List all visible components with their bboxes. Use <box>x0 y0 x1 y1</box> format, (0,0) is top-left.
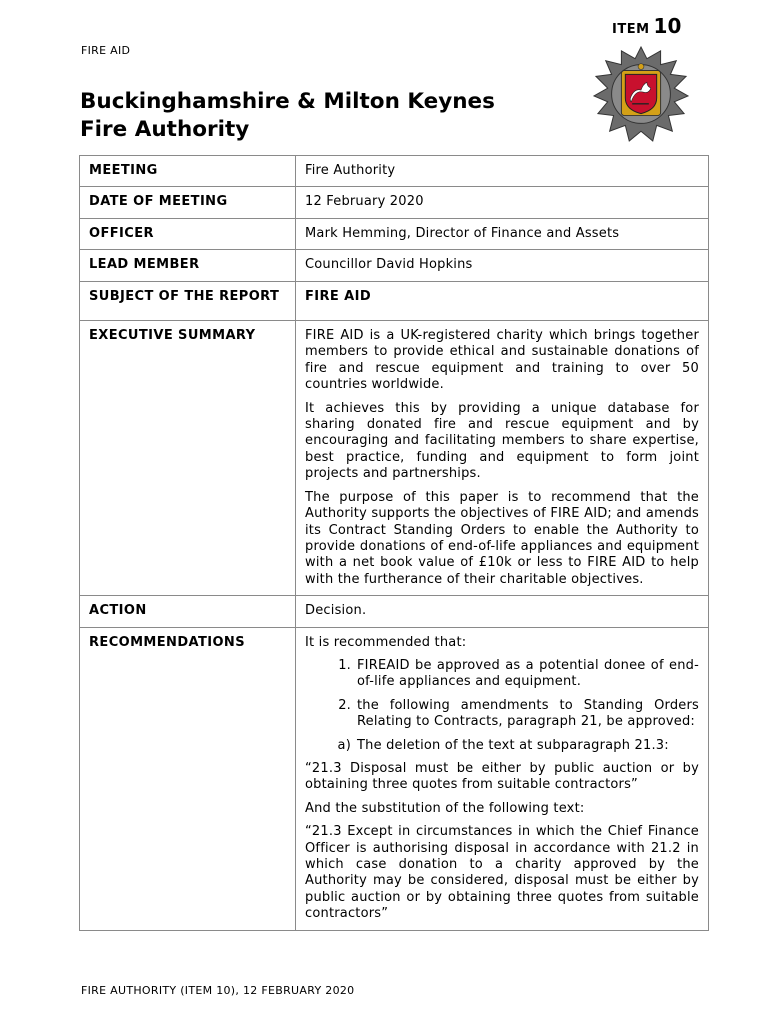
table-row-recommendations <box>80 627 709 930</box>
page-title <box>80 88 495 144</box>
fire-authority-crest-icon <box>592 44 690 144</box>
summary-paragraph: FIRE AID is a UK-registered charity which brings together members to provide ethical and sustainable donations of fire and rescue equipment and training to over 50 countries worldwide. <box>305 328 699 393</box>
action-value: Decision. <box>296 596 709 627</box>
title-line-2: Fire Authority <box>80 117 250 142</box>
lead-member-label: LEAD MEMBER <box>80 250 296 281</box>
date-label: DATE OF MEETING <box>80 187 296 218</box>
report-summary-table <box>79 155 709 931</box>
list-item-text: The deletion of the text at subparagraph 21.3: <box>357 737 669 753</box>
deleted-text-quote: “21.3 Disposal must be either by public auction or by obtaining three quotes from suitable contractors” <box>305 760 699 793</box>
list-item-text: the following amendments to Standing Orders Relating to Contracts, paragraph 21, be approved: <box>357 697 699 730</box>
recommendations-label: RECOMMENDATIONS <box>80 627 296 930</box>
executive-summary-label: EXECUTIVE SUMMARY <box>80 321 296 596</box>
substituted-text-quote: “21.3 Except in circumstances in which the Chief Finance Officer is authorising disposal in accordance with 21.2 in which case donation to a charity approved by the Authority may be considered, disposal must be either by public auction or by obtaining three quotes from suitable contractors” <box>305 824 699 922</box>
lead-member-value: Councillor David Hopkins <box>296 250 709 281</box>
officer-label: OFFICER <box>80 218 296 249</box>
table-row-executive-summary <box>80 321 709 596</box>
summary-paragraph: It achieves this by providing a unique database for sharing donated fire and rescue equipment and by encouraging and facilitating members to share expertise, best practice, funding and equipment to form joint projects and partnerships. <box>305 400 699 482</box>
table-row-action <box>80 596 709 627</box>
recommendations-value <box>296 627 709 930</box>
list-item <box>305 698 699 731</box>
title-line-1: Buckinghamshire & Milton Keynes <box>80 89 495 114</box>
list-marker: 2. <box>338 697 351 713</box>
table-row-date <box>80 187 709 218</box>
recommendations-list <box>305 658 699 754</box>
table-row-meeting <box>80 156 709 187</box>
meeting-label: MEETING <box>80 156 296 187</box>
list-marker: 1. <box>338 657 351 673</box>
document-topic: FIRE AID <box>81 44 131 57</box>
list-item <box>305 658 699 691</box>
officer-value: Mark Hemming, Director of Finance and Assets <box>296 218 709 249</box>
item-number: 10 <box>653 14 682 38</box>
meeting-value: Fire Authority <box>296 156 709 187</box>
subject-label: SUBJECT OF THE REPORT <box>80 281 296 320</box>
list-marker: a) <box>337 737 351 753</box>
item-number-label <box>612 14 681 38</box>
action-label: ACTION <box>80 596 296 627</box>
list-item-text: FIREAID be approved as a potential donee of end-of-life appliances and equipment. <box>357 657 699 690</box>
item-word: ITEM <box>612 22 650 37</box>
list-item <box>305 738 699 754</box>
table-row-lead-member <box>80 250 709 281</box>
summary-paragraph: The purpose of this paper is to recommend that the Authority supports the objectives of FIRE AID; and amends its Contract Standing Orders to enable the Authority to provide donations of end-of-life appliances and equipment with a net book value of £10k or less to FIRE AID to help with the furtherance of their charitable objectives. <box>305 489 699 587</box>
date-value: 12 February 2020 <box>296 187 709 218</box>
subject-value: FIRE AID <box>296 281 709 320</box>
substitution-intro: And the substitution of the following text: <box>305 800 585 816</box>
page-footer: FIRE AUTHORITY (ITEM 10), 12 FEBRUARY 2020 <box>81 984 355 997</box>
executive-summary-value <box>296 321 709 596</box>
table-row-subject <box>80 281 709 320</box>
table-row-officer <box>80 218 709 249</box>
recommendations-intro: It is recommended that: <box>305 634 467 650</box>
